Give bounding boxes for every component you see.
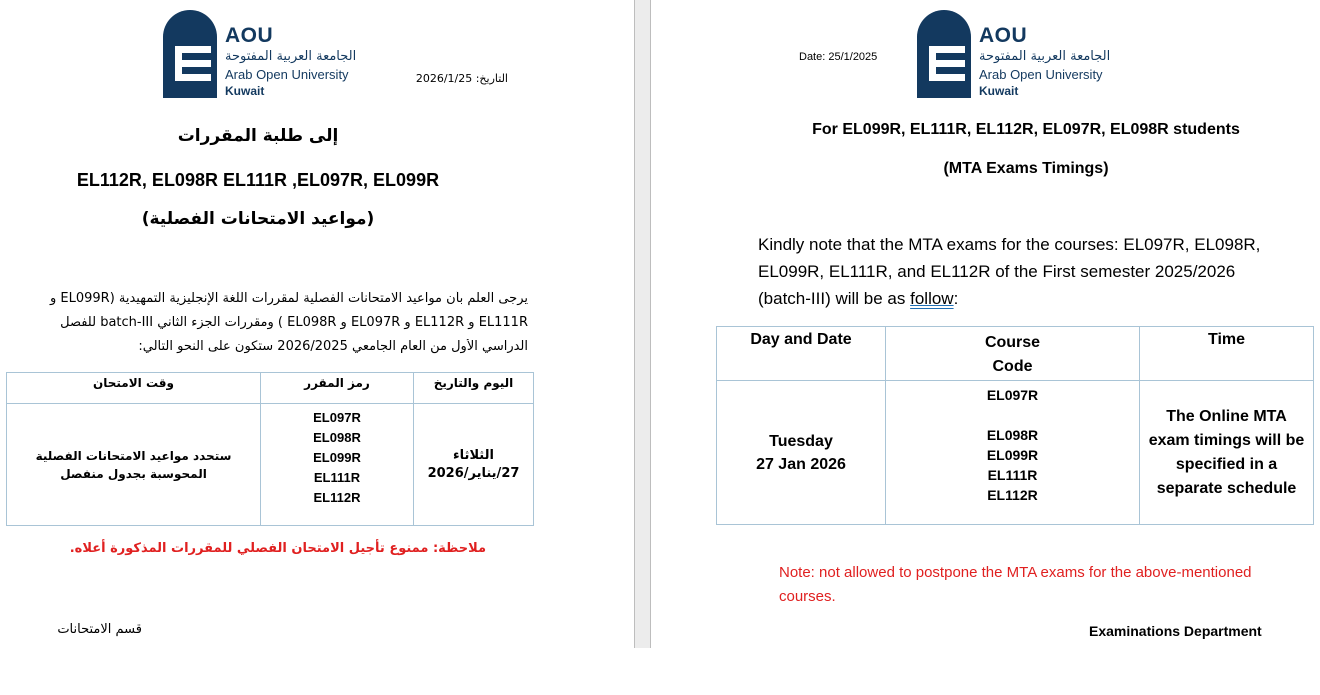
logo-arabic-name: الجامعة العربية المفتوحة	[225, 49, 357, 64]
english-course-code: EL098R	[986, 427, 1039, 443]
logo-brand: AOU	[979, 24, 1028, 47]
english-header-course-line1: Course	[984, 334, 1041, 351]
arabic-course-code: EL112R	[313, 490, 361, 505]
logo-country: Kuwait	[225, 84, 265, 98]
english-para-3	[758, 289, 958, 309]
arabic-note: ملاحظة: ممنوع تأجيل الامتحان الفصلي للمقررات المذكورة أعلاه.	[69, 541, 486, 556]
english-header-course-line2: Code	[992, 358, 1033, 375]
english-header-course	[886, 327, 1140, 381]
logo-country: Kuwait	[979, 84, 1019, 98]
logo-brand: AOU	[225, 24, 274, 47]
english-para-3-word: follow	[910, 289, 954, 308]
english-header-day: Day and Date	[717, 327, 886, 381]
english-time-line: specified in a	[1175, 455, 1278, 473]
english-date: Date: 25/1/2025	[799, 51, 878, 63]
english-para-2: EL099R, EL111R, and EL112R of the First semester 2025/2026	[758, 262, 1236, 281]
english-para-3-prefix: (batch-III) will be as	[758, 289, 911, 308]
logo-english-name: Arab Open University	[225, 67, 349, 82]
english-time-cell	[1140, 381, 1314, 525]
english-time-line: separate schedule	[1156, 479, 1297, 497]
arabic-date: التاريخ: 2026/1/25	[415, 72, 508, 85]
english-time-line: The Online MTA	[1166, 407, 1287, 425]
english-course-code: EL112R	[987, 487, 1038, 503]
english-department: Examinations Department	[1089, 623, 1262, 639]
english-course-cell	[886, 381, 1140, 525]
logo-arabic-name: الجامعة العربية المفتوحة	[979, 49, 1111, 64]
arabic-header-time: وقت الامتحان	[7, 373, 261, 404]
arabic-para-3: الدراسي الأول من العام الجامعي 2026/2025 ستكون على النحو التالي:	[138, 339, 528, 354]
arabic-header-day: اليوم والتاريخ	[414, 373, 534, 404]
arabic-day-name: الثلاثاء	[453, 448, 494, 463]
arabic-day-cell	[414, 404, 534, 526]
arabic-header-course: رمز المقرر	[261, 373, 414, 404]
arabic-course-code: EL098R	[313, 430, 361, 445]
arabic-course-code: EL099R	[313, 450, 361, 465]
arabic-exam-table	[6, 372, 534, 526]
english-course-code: EL111R	[987, 467, 1038, 483]
english-note-2: courses.	[779, 588, 836, 605]
english-title-1: For EL099R, EL111R, EL112R, EL097R, EL098R students	[812, 121, 1240, 138]
logo-english-name: Arab Open University	[979, 67, 1103, 82]
page-gutter	[634, 0, 651, 648]
arabic-course-code: EL111R	[313, 470, 361, 485]
aou-arch-icon	[163, 10, 217, 98]
arabic-course-cell	[261, 404, 414, 526]
english-page	[651, 0, 1320, 648]
english-time-line: exam timings will be	[1148, 431, 1305, 449]
arabic-para-2: EL111R و EL112R و EL097R و EL098R ) ومقررات الجزء الثاني batch-III للفصل	[60, 315, 528, 330]
aou-logo	[163, 10, 363, 102]
arabic-title-1: إلى طلبة المقررات	[177, 126, 339, 146]
arabic-department: قسم الامتحانات	[57, 622, 142, 637]
bottom-margin	[0, 648, 1320, 695]
english-course-code: EL097R	[986, 387, 1039, 403]
english-day-cell	[717, 381, 886, 525]
arabic-time-cell: ستحدد مواعيد الامتحانات الفصلية المحوسبة بجدول منفصل	[7, 404, 261, 526]
english-para-1: Kindly note that the MTA exams for the courses: EL097R, EL098R,	[758, 235, 1261, 254]
arabic-course-code: EL097R	[313, 410, 361, 425]
english-title-2: (MTA Exams Timings)	[943, 160, 1109, 177]
english-note-1: Note: not allowed to postpone the MTA exams for the above-mentioned	[779, 564, 1252, 581]
arabic-page	[0, 0, 634, 648]
arabic-title-3: (مواعيد الامتحانات الفصلية)	[141, 209, 375, 229]
english-day-date: 27 Jan 2026	[756, 455, 846, 473]
english-day-name: Tuesday	[769, 432, 833, 450]
aou-logo	[917, 10, 1117, 102]
arabic-para-1: يرجى العلم بأن مواعيد الامتحانات الفصلية لمقررات اللغة الإنجليزية التمهيدية (EL099R و	[49, 291, 528, 306]
english-header-time: Time	[1140, 327, 1314, 381]
english-exam-table	[716, 326, 1314, 525]
aou-arch-icon	[917, 10, 971, 98]
english-para-3-suffix: :	[953, 289, 959, 308]
arabic-day-date: 27/يناير/2026	[427, 466, 520, 481]
arabic-title-courses: EL112R, EL098R EL111R ,EL097R, EL099R	[76, 170, 440, 190]
english-course-code: EL099R	[986, 447, 1039, 463]
